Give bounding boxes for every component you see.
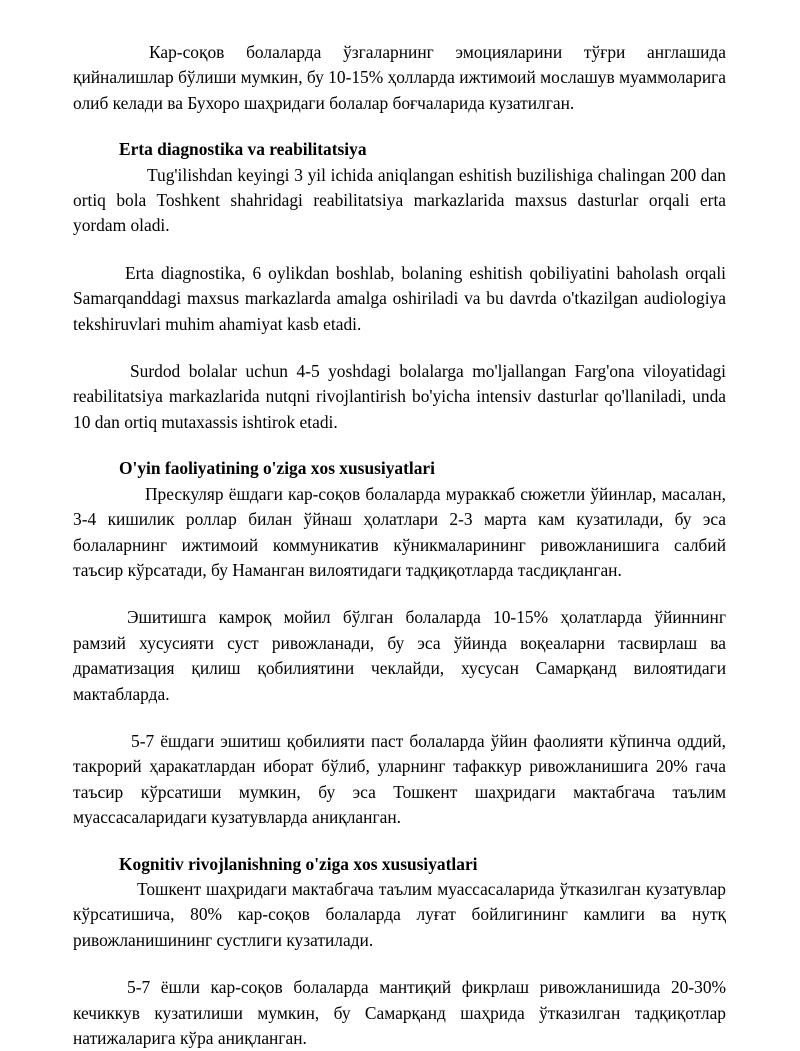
heading-kognitiv-rivojlanish: Kognitiv rivojlanishning o'ziga xos xususiyatlari — [119, 853, 478, 874]
spacer — [73, 116, 726, 137]
paragraph-emotions: Кар-соқов болаларда ўзгаларнинг эмоцияларини тўғри англашида қийналишлар бўлиши мумкин, бу 10-15% ҳолларда ижтимоий мослашув муаммоларига олиб келади ва Бухоро шаҳридаги болалар боғчаларида кузатилган. — [73, 42, 726, 113]
paragraph-rehab-tashkent: Tug'ilishdan keyingi 3 yil ichida aniqlangan eshitish buzilishiga chalingan 200 dan ortiq bola Toshkent shahridagi reabilitatsiya markazlarida maxsus dasturlar orqali erta yordam oladi. — [73, 164, 726, 236]
spacer — [73, 435, 726, 456]
document-page — [73, 40, 726, 1051]
spacer — [73, 337, 726, 359]
paragraph-vocabulary: Тошкент шаҳридаги мактабгача таълим муассасаларида ўтказилган кузатувлар кўрсатишича, 80% кар-соқов болаларда луғат бойлигининг камлиги ва нутқ ривожланишининг сустлиги кузатилади. — [73, 878, 726, 950]
paragraph-role-play: Прескуляр ёшдаги кар-соқов болаларда мураккаб сюжетли ўйинлар, масалан, 3-4 кишилик роллар билан ўйнаш ҳолатлари 2-3 марта кам кузатилади, бу эса болаларнинг ижтимоий коммуникатив кўникмаларининг ривожланишига салбий таъсир кўрсатади, бу Наманган вилоятидаги тадқиқотларда тасдиқланган. — [73, 483, 726, 580]
heading-oyin-faoliyati: O'yin faoliyatining o'ziga xos xususiyatlari — [119, 458, 435, 479]
paragraph-logical-thinking: 5-7 ёшли кар-соқов болаларда мантиқий фикрлаш ривожланишида 20-30% кечиккув кузатилиши мумкин, бу Самарқанд шаҳрида ўтказилган тадқиқотлар натижаларига кўра аниқланган. — [73, 977, 726, 1048]
paragraph-fergana-programs: Surdod bolalar uchun 4-5 yoshdagi bolalarga mo'ljallangan Farg'ona viloyatidagi reabilitatsiya markazlarida nutqni rivojlantirish bo'yicha intensiv dasturlar qo'llaniladi, unda 10 dan ortiq mutaxassis ishtirok etadi. — [73, 361, 726, 432]
heading-erta-diagnostika: Erta diagnostika va reabilitatsiya — [119, 139, 367, 160]
paragraph-repetitive-play: 5-7 ёшдаги эшитиш қобилияти паст болаларда ўйин фаолияти кўпинча оддий, такрорий ҳаракатлардан иборат бўлиб, уларнинг тафаккур ривожланишига 20% гача таъсир кўрсатиши мумкин, бу эса Тошкент шаҳридаги мактабгача таълим муассасаларидаги кузатувларда аниқланган. — [73, 730, 726, 828]
spacer — [73, 239, 726, 261]
spacer — [73, 831, 726, 852]
paragraph-diagnostics-samarkand: Erta diagnostika, 6 oylikdan boshlab, bolaning eshitish qobiliyatini baholash orqali Samarqanddagi maxsus markazlarda amalga oshiriladi va bu davrda o'tkazilgan audiologiya tekshiruvlari muhim ahamiyat kasb etadi. — [73, 262, 726, 334]
spacer — [73, 707, 726, 729]
spacer — [73, 583, 726, 605]
spacer — [73, 953, 726, 975]
paragraph-symbolic-play: Эшитишга камроқ мойил бўлган болаларда 10-15% ҳолатларда ўйиннинг рамзий хусусияти суст ривожланади, бу эса ўйинда воқеаларни тасвирлаш ва драматизация қилиш қобилиятини чеклайди, хусусан Самарқанд вилоятидаги мактабларда. — [73, 607, 726, 704]
